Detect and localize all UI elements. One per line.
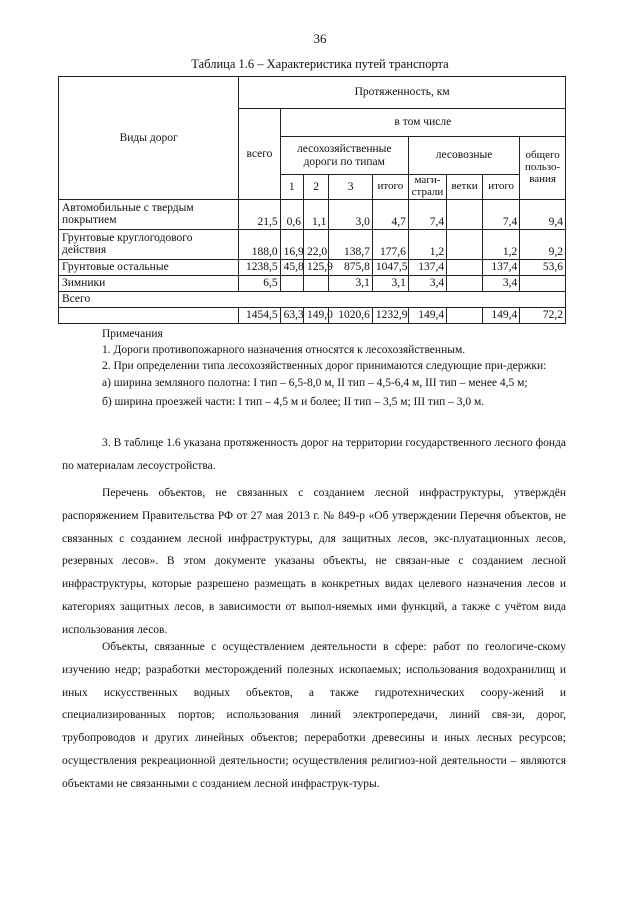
cell-branches <box>447 275 483 291</box>
cell-itogo-logging: 7,4 <box>483 199 520 229</box>
note-2b: б) ширина проезжей части: I тип – 4,5 м и более; II тип – 3,5 м; III тип – 3,0 м. <box>102 395 485 408</box>
paragraph-1-block <box>62 482 566 642</box>
header-type-1: 1 <box>280 175 303 200</box>
total-common-use: 72,2 <box>520 307 566 323</box>
table-row <box>59 199 566 229</box>
paragraph-2: Объекты, связанные с осуществлением деятельности в сфере: работ по геологиче-скому изучению недр; разработки месторождений полезных ископаемых; использования водохранилищ и иных искусственных водных объектов, а также гидротехнических соору-жений и специализированных портов; использования линий электропередачи, линий свя-зи, дорог, трубопроводов и других линейных объектов; переработки древесины и иных лесных ресурсов; осуществления рекреационной деятельности; осуществления религиоз-ной деятельности – являются объектами не связанными с созданием лесной инфраструк-туры. <box>62 641 566 790</box>
note-1: 1. Дороги противопожарного назначения относятся к лесохозяйственным. <box>102 344 466 357</box>
total-itogo-forest: 1232,9 <box>372 307 408 323</box>
cell-branches <box>447 259 483 275</box>
cell-type-3: 875,8 <box>329 259 372 275</box>
table-row <box>59 275 566 291</box>
header-length: Протяженность, км <box>239 77 566 109</box>
cell-type-1: 16,9 <box>280 229 303 259</box>
note-3: 3. В таблице 1.6 указана протяженность дорог на территории государственного лесного фонда по материалам лесоустройства. <box>62 437 566 472</box>
note-2a: а) ширина земляного полотна: I тип – 6,5-8,0 м, II тип – 4,5-6,4 м, III тип – менее 4,5 м; <box>102 376 528 389</box>
cell-total: 188,0 <box>239 229 280 259</box>
header-common-use: общего пользо-вания <box>520 137 566 200</box>
header-type-2: 2 <box>303 175 328 200</box>
table-row-total-label <box>59 291 566 307</box>
header-type-3: 3 <box>329 175 372 200</box>
table-caption: Таблица 1.6 – Характеристика путей транспорта <box>191 57 449 71</box>
paragraph-1: Перечень объектов, не связанных с созданием лесной инфраструктуры, утверждён распоряжением Правительства РФ от 27 мая 2013 г. № 849-р «Об утверждении Перечня объектов, не связанных с созданием лесной инфраструктуры, для защитных лесов, экс-плуатационных лесов, резервных лесов». В этом документе указаны объекты, не связан-ные с созданием лесной инфраструктуры, которые разрешено размещать в конкретных видах целевого назначения лесов и категориях защитных лесов, в зависимости от выпол-няемых ими функций, а также с учётом вида использования лесов. <box>62 487 566 636</box>
cell-type-1 <box>280 275 303 291</box>
cell-branches <box>447 229 483 259</box>
cell-type-2: 125,9 <box>303 259 328 275</box>
cell-type-2 <box>303 275 328 291</box>
table-notes <box>62 326 566 410</box>
cell-branches <box>447 199 483 229</box>
total-label: Всего <box>59 291 566 307</box>
cell-common-use <box>520 275 566 291</box>
notes-heading: Примечания <box>102 328 163 340</box>
total-itogo-logging: 149,4 <box>483 307 520 323</box>
cell-itogo-forest: 177,6 <box>372 229 408 259</box>
table-row <box>59 259 566 275</box>
cell-type-2: 1,1 <box>303 199 328 229</box>
cell-total: 1238,5 <box>239 259 280 275</box>
total-total: 1454,5 <box>239 307 280 323</box>
total-type-3: 1020,6 <box>329 307 372 323</box>
cell-mains: 3,4 <box>408 275 446 291</box>
row-name: Грунтовые круглогодового действия <box>59 229 239 259</box>
header-branches: ветки <box>447 175 483 200</box>
paragraph-2-block <box>62 636 566 796</box>
cell-common-use: 9,2 <box>520 229 566 259</box>
note-2: 2. При определении типа лесохозяйственных дорог принимаются следующие при-держки: <box>102 360 547 373</box>
cell-type-3: 3,1 <box>329 275 372 291</box>
total-type-1: 63,3 <box>280 307 303 323</box>
cell-type-3: 3,0 <box>329 199 372 229</box>
header-including: в том числе <box>280 109 565 137</box>
cell-mains: 1,2 <box>408 229 446 259</box>
cell-itogo-logging: 1,2 <box>483 229 520 259</box>
cell-common-use: 53,6 <box>520 259 566 275</box>
cell-itogo-logging: 3,4 <box>483 275 520 291</box>
cell-itogo-forest: 4,7 <box>372 199 408 229</box>
note-3-block <box>62 432 566 478</box>
page-number: 36 <box>313 31 327 46</box>
header-road-types: Виды дорог <box>59 77 239 200</box>
total-branches <box>447 307 483 323</box>
row-name: Зимники <box>59 275 239 291</box>
cell-total: 21,5 <box>239 199 280 229</box>
total-type-2: 149,0 <box>303 307 328 323</box>
cell-mains: 137,4 <box>408 259 446 275</box>
cell-total: 6,5 <box>239 275 280 291</box>
table-row <box>59 229 566 259</box>
table-row-total <box>59 307 566 323</box>
cell-type-2: 22,0 <box>303 229 328 259</box>
header-forest-mgmt: лесохозяйственные дороги по типам <box>280 137 408 175</box>
cell-type-1: 0,6 <box>280 199 303 229</box>
header-total: всего <box>239 109 280 200</box>
cell-type-3: 138,7 <box>329 229 372 259</box>
cell-itogo-forest: 1047,5 <box>372 259 408 275</box>
cell-itogo-forest: 3,1 <box>372 275 408 291</box>
row-name: Грунтовые остальные <box>59 259 239 275</box>
cell-mains: 7,4 <box>408 199 446 229</box>
header-logging: лесовозные <box>408 137 519 175</box>
cell-common-use: 9,4 <box>520 199 566 229</box>
header-itogo-logging: итого <box>483 175 520 200</box>
row-name: Автомобильные с твердым покрытием <box>59 199 239 229</box>
header-itogo-forest: итого <box>372 175 408 200</box>
roads-table <box>58 76 566 324</box>
cell-type-1: 45,8 <box>280 259 303 275</box>
cell-itogo-logging: 137,4 <box>483 259 520 275</box>
total-name-cell <box>59 307 239 323</box>
header-mains: маги-страли <box>408 175 446 200</box>
total-mains: 149,4 <box>408 307 446 323</box>
